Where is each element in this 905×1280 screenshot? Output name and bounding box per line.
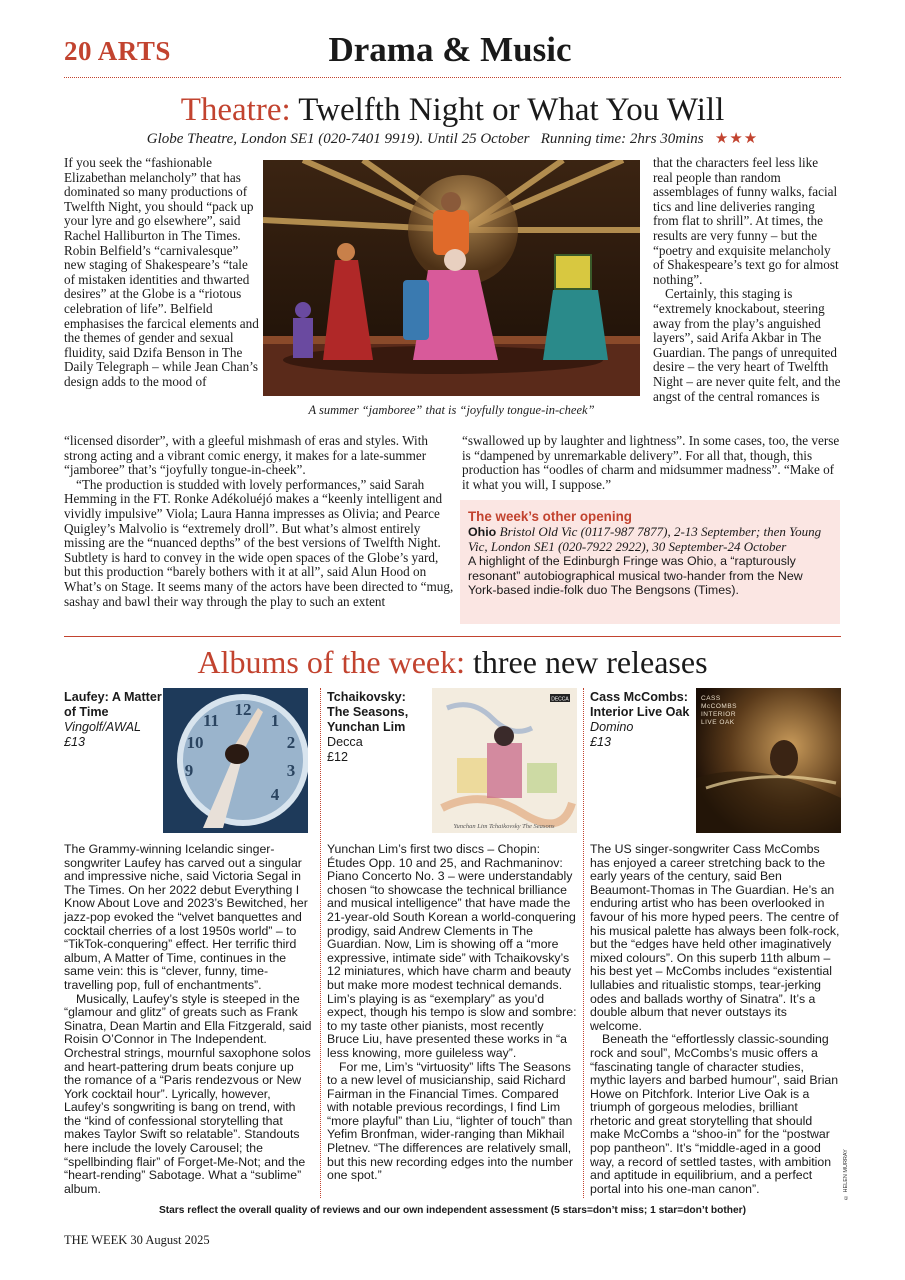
album-review-tchaikovsky: Yunchan Lim’s first two discs – Chopin: Études Opp. 10 and 25, and Rachmaninov: Piano Concerto No. 3 – were understandably chosen “to showcase the technical brilliance and musical intelligence” that have made the 21-year-old South Korean a world-conquering prodigy, said Andrew Clements in The Guardian. Now, Lim is showing off a “more expressive, intimate side” with Tchaikovsky’s 12 miniatures, which have charm and beauty but make more modest technical demands. Lim’s playing is as “exemplary” as you’d expect, though his tempo is slow and sombre: to my taste other pianists, most recently Bruce Liu, have presented these works in “a less knowing, more guileless way”. For me, Lim’s “virtuosity” lifts The Seasons to a new level of musicianship, said Richard Fairman in the Financial Times. Compared with notable previous recordings, I find Lim “more playful” than Liu, “lighter of touch” than Yefim Bronfman, wider-ranging than Mikhail Pletnev. “The differences are relatively small, but this new recording edges into the number one spot.” [327,842,577,1183]
albums-title: three new releases [472,644,708,680]
albums-label: Albums of the week: [197,644,465,680]
album-cover-cass-mccombs [696,688,841,833]
svg-text:9: 9 [184,761,194,780]
svg-text:1: 1 [270,711,280,730]
other-opening-heading: The week’s other opening [468,509,632,524]
theatre-label: Theatre: [180,92,291,128]
theatre-column-4: “swallowed up by laughter and lightness”. In some cases, too, the verse is “dampened by unremarkable delivery”. For all that, though, this production has “oodles of charm and midsummer madness”. “Make of it what you will, I suppose.” [462,433,840,492]
svg-text:12: 12 [234,700,252,719]
theatre-photo [263,160,640,396]
svg-text:3: 3 [286,761,296,780]
page-title: Drama & Music [328,30,572,69]
show-venue: Bristol Old Vic (0117-987 7877), 2-13 September; then Young Vic, London SE1 (020-7922 2922), 30 September-24 October [468,524,822,554]
column-divider [583,688,584,1198]
theatre-info: Globe Theatre, London SE1 (020-7401 9919). Until 25 October Running time: 2hrs 30mins ★★★ [146,131,759,147]
svg-text:10: 10 [186,733,204,752]
theatre-headline [64,92,841,129]
header-rule [64,77,841,78]
svg-text:11: 11 [202,711,220,730]
album-meta: Laufey: A Matter of Time Vingolf/AWAL £13 [64,690,162,749]
svg-text:CASS: CASS [701,695,721,702]
show-description: A highlight of the Edinburgh Fringe was Ohio, a “rapturously resonant” autobiographical musical two-hander from the New York-based indie-folk duo The Bengsons (Times). [468,554,803,598]
album-review-cass-mccombs: The US singer-songwriter Cass McCombs has enjoyed a career stretching back to the early years of the century, said Ben Beaumont-Thomas in The Guardian. He’s an enduring artist who has been overlooked in favour of his more hyped peers. The centre of his musical palette has always been folk-rock, but the “edges have held other imaginatively mixed colours”. On this superb 11th album – his best yet – McCombs includes “existential lullabies and ritualistic stomps, tear-jerking odes and ballads worthy of Sinatra”. It’s a double album that never outstays its welcome. Beneath the “effortlessly classic-sounding rock and soul”, McCombs’s music offers a “fascinating tangle of character studies, mythic layers and barbed humour”, said Brian Howe on Pitchfork. Interior Live Oak is a triumph of gorgeous melodies, brilliant rhetoric and great storytelling that should make McCombs a “shoo-in” for the “postwar pop pantheon”. It’s “middle-aged in a good way, a record of settled tastes, with ambition and aptitude in equilibrium, and a perfect portal into his one-man canon”. [590,842,840,1196]
album-cover-laufey [163,688,308,833]
theatre-column-2: that the characters feel less like real people than random assemblages of funny walks, facial tics and line deliveries ranging from flat to shrill”. At times, the results are very funny – but the “poetry and exquisite melancholy of Shakespeare’s text go for almost nothing”. Certainly, this staging is “extremely knockabout, steering away from the play’s anguished layers”, said Arifa Akbar in The Guardian. The pangs of unrequited desire – the very heart of Twelfth Night – are never quite felt, and the angst of the central romances is [653,155,841,404]
stars-footnote: Stars reflect the overall quality of reviews and our own independent assessment (5 stars=don’t miss; 1 star=don’t bother) [158,1205,747,1216]
album-meta: Tchaikovsky: The Seasons, Yunchan Lim Decca £12 [327,690,409,764]
theatre-title: Twelfth Night or What You Will [298,92,725,128]
show-name: Ohio [468,525,497,540]
svg-text:4: 4 [270,785,280,804]
column-divider [320,688,321,1198]
album-review-laufey: The Grammy-winning Icelandic singer-songwriter Laufey has carved out a singular and impressive niche, said Victoria Segal in The Times. On her 2022 debut Everything I Know About Love and 2023’s Bewitched, her jazz-pop evoked the “velvet banquettes and cocktail cherries of a lost 1950s world” – to “TikTok-conquering” effect. Her terrific third album, A Matter of Time, continues in the same vein: this is “clever, funny, time-travelling pop, full of enchantments”. Musically, Laufey’s style is steeped in the “glamour and glitz” of greats such as Frank Sinatra, Dean Martin and Ella Fitzgerald, said Roisin O’Connor in The Independent. Orchestral strings, mournful saxophone solos and heart-pattering drum beats conjure up the romance of a “Paris rendezvous or New York cocktail hour”. Lyrically, however, Laufey’s songwriting is bang on trend, with the “kind of confessional storytelling that makes Taylor Swift so relatable”. Standouts here include the lovely Carousel; the “spellbinding flair” of Forget-Me-Not; and the “heart-rending” Sabotage. What a “sublime” album. [64,842,312,1196]
page-footer: THE WEEK 30 August 2025 [64,1233,210,1247]
svg-text:INTERIOR: INTERIOR [701,711,737,718]
photo-credit: © HELEN MURRAY [843,1149,849,1200]
cover-caption: Yunchan Lim Tchaikovsky The Seasons [453,823,555,830]
svg-text:McCOMBS: McCOMBS [701,703,737,710]
album-cover-tchaikovsky [432,688,577,833]
star-rating: ★★★ [714,131,759,147]
theatre-column-1: If you seek the “fashionable Elizabethan melancholy” that has dominated so many productions of Twelfth Night, you should “pack up your lyre and go elsewhere”, said Rachel Halliburton in The Times. Robin Belfield’s “carnivalesque” new staging of Shakespeare’s “tale of mistaken identities and thwarted desires” at the Globe is a “riotous celebration of life”. Belfield emphasises the farcical elements and the themes of gender and sexual fluidity, said Dzifa Benson in The Daily Telegraph – while Jean Chan’s design adds to the mood of [64,155,259,389]
photo-caption: A summer “jamboree” that is “joyfully tongue-in-cheek” [308,403,595,417]
theatre-column-3: “licensed disorder”, with a gleeful mishmash of eras and styles. With strong acting and a vibrant comic energy, it makes for a late-summer “jamboree” that’s “joyfully tongue-in-cheek”. “The production is studded with lovely performances,” said Sarah Hemming in the FT. Ronke Adékoluéjó makes a “keenly intelligent and vividly impulsive” Viola; Laura Hanna impresses as Olivia; and Pearce Quigley’s Malvolio is “extremely droll”. But what’s almost entirely missing are the “nuanced depths” of the best versions of Twelfth Night. Subtlety is hard to convey in the wide open spaces of the Globe’s yard, but this production “barely bothers with it at all”, said Alun Hood on What’s on Stage. It seems many of the actors have been directed to “mug, sashay and bawl their way through the play to such an extent [64,433,454,609]
albums-headline [64,644,841,681]
svg-text:LIVE OAK: LIVE OAK [701,719,735,726]
decca-logo: DECCA [551,696,569,703]
other-opening-box [460,500,840,624]
album-meta: Cass McCombs: Interior Live Oak Domino £13 [590,690,690,749]
page-number: 20 ARTS [64,36,171,66]
section-rule [64,636,841,637]
svg-text:2: 2 [286,733,296,752]
